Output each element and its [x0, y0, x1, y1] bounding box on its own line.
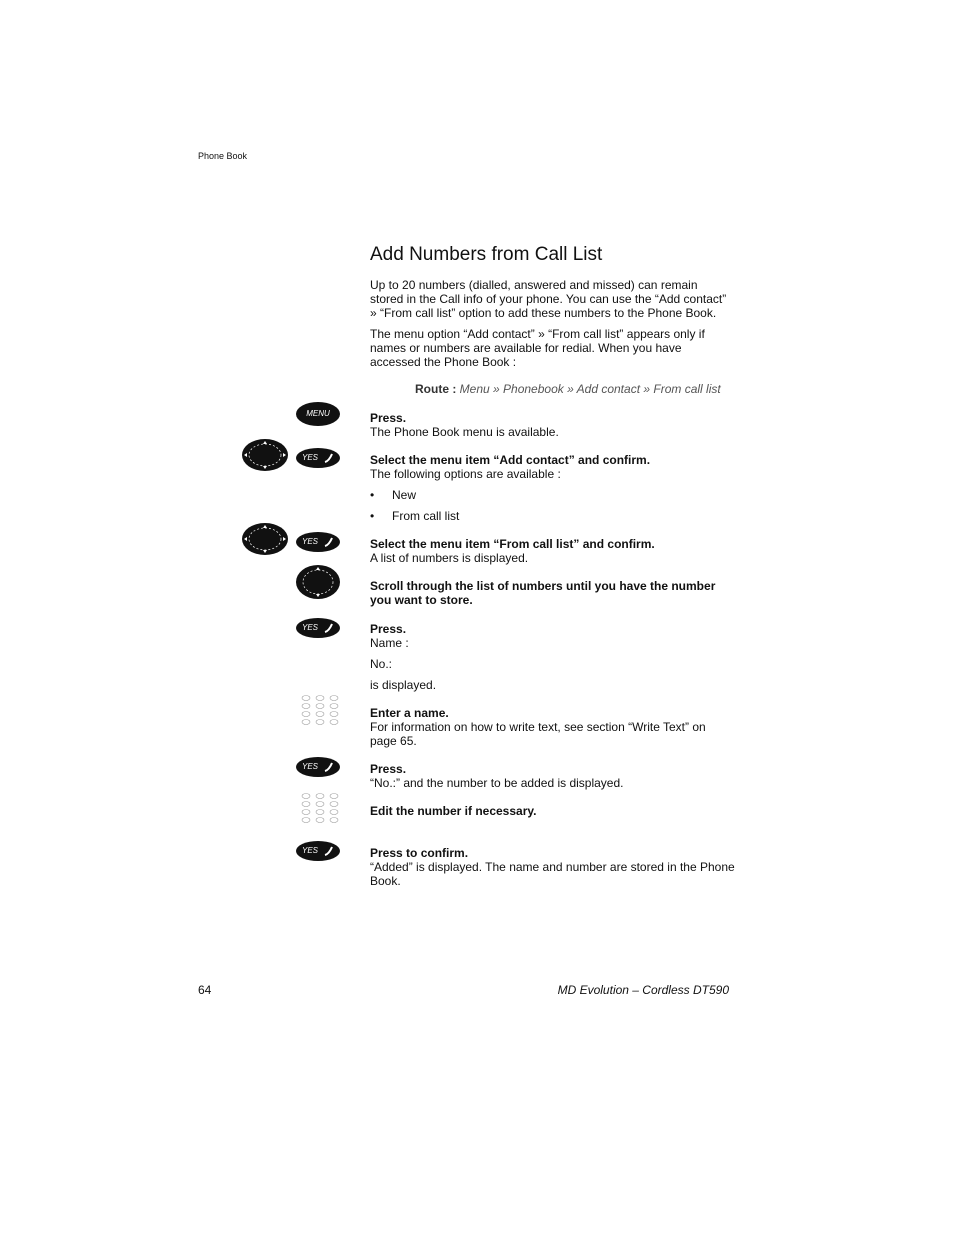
option-label: From call list — [392, 509, 460, 523]
step-4-action: Scroll through the list of numbers until you have the number you want to store. — [370, 579, 716, 607]
step-1-action: Press. — [370, 411, 407, 425]
keypad-icon — [300, 792, 340, 824]
menu-key-label: MENU — [306, 409, 330, 418]
intro-paragraph-1: Up to 20 numbers (dialled, answered and missed) can remain stored in the Call info of your phone. You can use the “Add contact” » “From call list” option to add these numbers to the Phone Book. — [370, 278, 727, 320]
step-9-result: “Added” is displayed. The name and number are stored in the Phone Book. — [370, 860, 735, 888]
step-7-action: Press. — [370, 762, 407, 776]
option-item: • From call list — [370, 509, 460, 523]
yes-key-icon — [295, 617, 341, 639]
yes-key-label: YES — [301, 537, 319, 546]
step-5-line: Name : — [370, 636, 409, 650]
yes-key-icon — [295, 447, 341, 469]
step-2-action: Select the menu item “Add contact” and confirm. — [370, 453, 651, 467]
route-label: Route : — [415, 382, 457, 396]
step-4 — [370, 579, 735, 607]
keypad-icon — [300, 694, 340, 726]
option-item: • New — [370, 488, 417, 502]
step-8 — [370, 804, 735, 818]
yes-key-label: YES — [301, 453, 319, 462]
step-8-action: Edit the number if necessary. — [370, 804, 537, 818]
step-6-action: Enter a name. — [370, 706, 449, 720]
step-2-result: The following options are available : — [370, 467, 561, 481]
menu-key-icon — [295, 401, 341, 427]
yes-key-icon — [295, 531, 341, 553]
step-7 — [370, 762, 735, 790]
step-9 — [370, 846, 735, 888]
step-1 — [370, 411, 735, 439]
yes-key-label: YES — [301, 762, 319, 771]
step-2 — [370, 453, 735, 481]
yes-key-icon — [295, 756, 341, 778]
page-title: Add Numbers from Call List — [370, 244, 603, 265]
step-3-action: Select the menu item “From call list” and confirm. — [370, 537, 655, 551]
navigation-key-icon — [242, 522, 290, 556]
step-5-line: No.: — [370, 657, 393, 671]
running-header: Phone Book — [198, 151, 248, 161]
step-6 — [370, 706, 735, 748]
route-path: Menu » Phonebook » Add contact » From call list — [459, 382, 721, 396]
yes-key-label: YES — [301, 846, 319, 855]
product-name: MD Evolution – Cordless DT590 — [557, 983, 729, 997]
step-9-action: Press to confirm. — [370, 846, 469, 860]
step-5-line: is displayed. — [370, 678, 437, 692]
step-5 — [370, 622, 735, 650]
yes-key-icon — [295, 840, 341, 862]
step-1-result: The Phone Book menu is available. — [370, 425, 559, 439]
option-label: New — [392, 488, 417, 502]
route-line — [415, 382, 721, 396]
navigation-key-icon — [295, 564, 341, 600]
page-number: 64 — [198, 983, 212, 997]
step-6-result: For information on how to write text, see section “Write Text” on page 65. — [370, 720, 706, 748]
step-3-result: A list of numbers is displayed. — [370, 551, 529, 565]
step-5-action: Press. — [370, 622, 407, 636]
step-7-result: “No.:” and the number to be added is displayed. — [370, 776, 624, 790]
navigation-key-icon — [242, 438, 290, 472]
yes-key-label: YES — [301, 623, 319, 632]
intro-paragraph-2: The menu option “Add contact” » “From call list” appears only if names or numbers are available for redial. When you have accessed the Phone Book : — [370, 327, 705, 369]
step-3 — [370, 537, 735, 565]
